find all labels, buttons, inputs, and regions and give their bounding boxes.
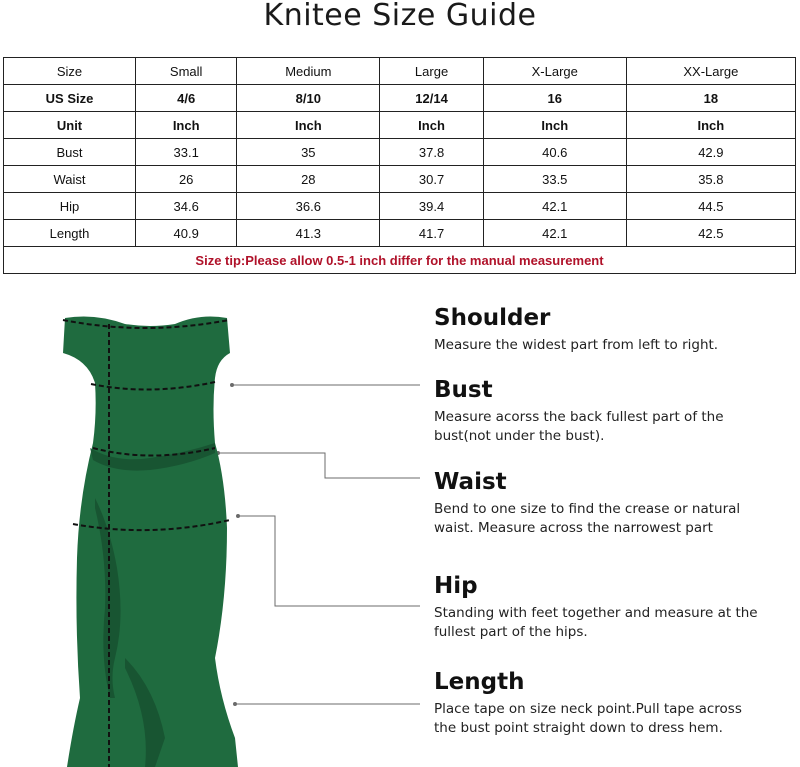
table-cell: Length xyxy=(4,220,136,247)
table-header-cell: X-Large xyxy=(483,58,626,85)
guide-waist xyxy=(434,468,764,537)
table-cell: 42.5 xyxy=(626,220,795,247)
table-cell: Inch xyxy=(237,112,380,139)
guide-text: Bend to one size to find the crease or natural waist. Measure across the narrowest part xyxy=(434,501,741,536)
guide-shoulder xyxy=(434,304,764,355)
table-cell: Inch xyxy=(483,112,626,139)
guide-heading: Length xyxy=(434,669,525,695)
table-cell: 39.4 xyxy=(380,193,484,220)
table-cell: 36.6 xyxy=(237,193,380,220)
table-header-cell: Small xyxy=(136,58,237,85)
table-header-cell: Large xyxy=(380,58,484,85)
table-cell: 35 xyxy=(237,139,380,166)
guide-bust xyxy=(434,376,764,445)
table-cell: 18 xyxy=(626,85,795,112)
table-cell: 12/14 xyxy=(380,85,484,112)
table-cell: 37.8 xyxy=(380,139,484,166)
table-cell: 42.1 xyxy=(483,193,626,220)
guide-text: Standing with feet together and measure at the fullest part of the hips. xyxy=(434,605,758,640)
guide-heading: Bust xyxy=(434,377,493,403)
table-cell: 26 xyxy=(136,166,237,193)
table-cell: 4/6 xyxy=(136,85,237,112)
guide-heading: Hip xyxy=(434,573,478,599)
guide-heading: Shoulder xyxy=(434,305,551,331)
table-cell: 41.3 xyxy=(237,220,380,247)
guide-text: Place tape on size neck point.Pull tape across the bust point straight down to dress hem. xyxy=(434,701,742,736)
table-cell: 42.9 xyxy=(626,139,795,166)
table-cell: 41.7 xyxy=(380,220,484,247)
table-cell: Hip xyxy=(4,193,136,220)
dress-illustration xyxy=(55,298,245,767)
table-cell: 8/10 xyxy=(237,85,380,112)
table-header-cell: XX-Large xyxy=(626,58,795,85)
table-header-cell: Size xyxy=(4,58,136,85)
size-tip: Size tip:Please allow 0.5-1 inch differ for the manual measurement xyxy=(4,247,796,274)
page-title: Knitee Size Guide xyxy=(263,0,537,33)
guide-heading: Waist xyxy=(434,469,507,495)
table-cell: 42.1 xyxy=(483,220,626,247)
table-cell: Bust xyxy=(4,139,136,166)
table-cell: 28 xyxy=(237,166,380,193)
table-cell: Inch xyxy=(626,112,795,139)
table-cell: 34.6 xyxy=(136,193,237,220)
table-header-cell: Medium xyxy=(237,58,380,85)
hip-connector xyxy=(238,516,420,606)
guide-text: Measure the widest part from left to right. xyxy=(434,337,719,353)
table-cell: 35.8 xyxy=(626,166,795,193)
waist-connector xyxy=(218,453,420,478)
table-cell: 30.7 xyxy=(380,166,484,193)
table-cell: Unit xyxy=(4,112,136,139)
table-cell: 33.5 xyxy=(483,166,626,193)
table-cell: 44.5 xyxy=(626,193,795,220)
guide-length xyxy=(434,668,764,737)
guide-hip xyxy=(434,572,764,641)
table-cell: 33.1 xyxy=(136,139,237,166)
table-cell: Inch xyxy=(136,112,237,139)
table-cell: 16 xyxy=(483,85,626,112)
table-cell: US Size xyxy=(4,85,136,112)
table-cell: 40.6 xyxy=(483,139,626,166)
guide-text: Measure acorss the back fullest part of the bust(not under the bust). xyxy=(434,409,724,444)
table-cell: Inch xyxy=(380,112,484,139)
table-cell: 40.9 xyxy=(136,220,237,247)
table-cell: Waist xyxy=(4,166,136,193)
